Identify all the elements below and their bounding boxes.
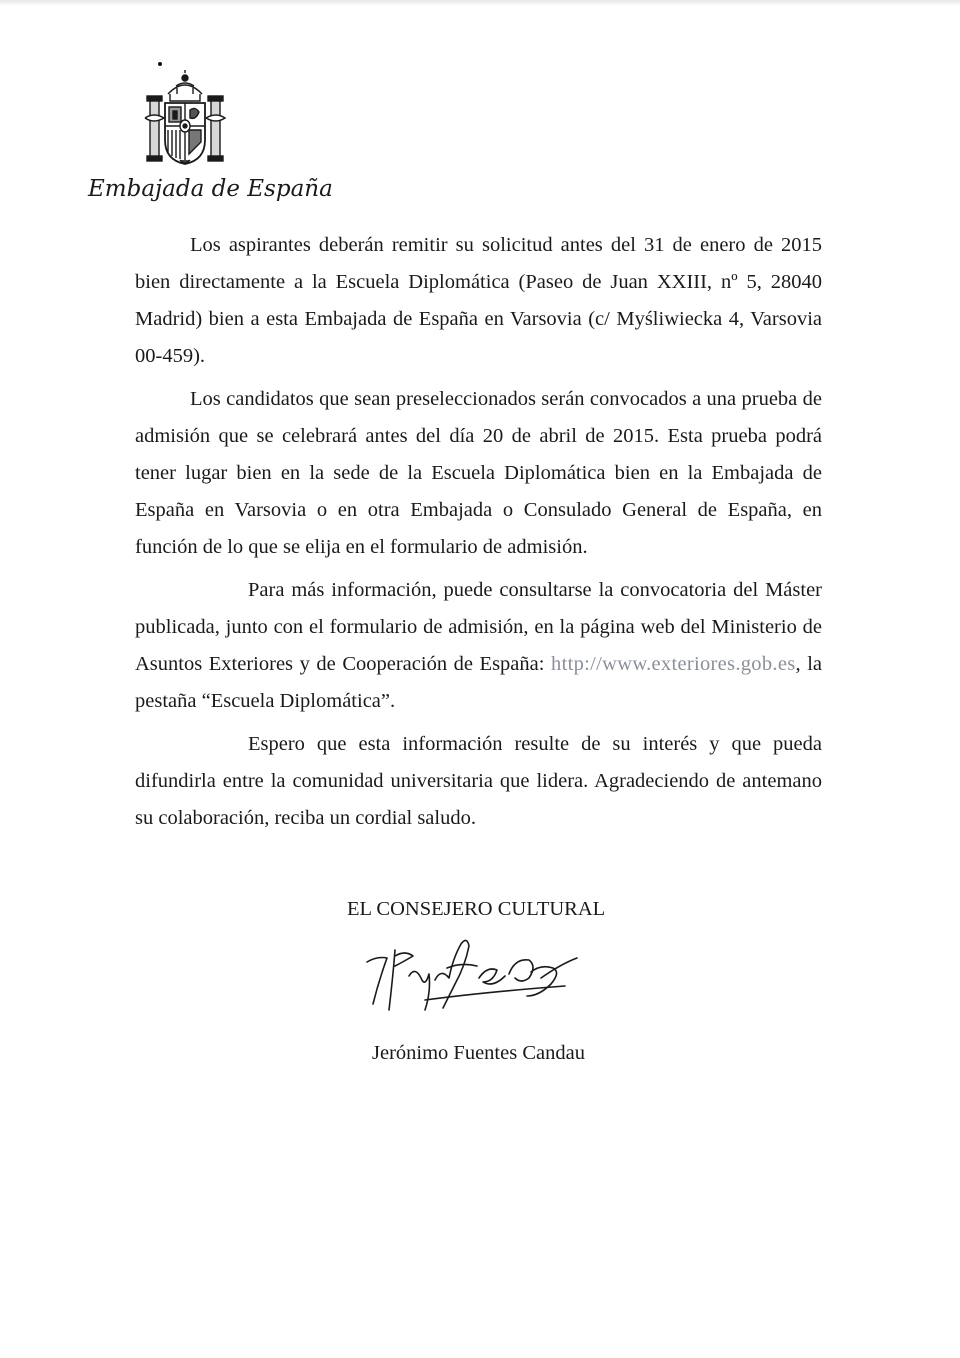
ink-speck (158, 62, 162, 66)
paragraph-3-text: Para más información, puede consultarse la convocatoria del Máster publicada, junto con el formulario de admisión, en la página web del Ministerio de Asuntos Exteriores y de Cooperación de España: (135, 579, 822, 675)
embassy-letterhead (88, 170, 333, 210)
paragraph-1: Los aspirantes deberán remitir su solicitud antes del 31 de enero de 2015 bien directamente a la Escuela Diplomática (Paseo de Juan XXIII, nº 5, 28040 Madrid) bien a esta Embajada de España en Varsovia (c/ Myśliwiecka 4, Varsovia 00-459). (135, 234, 822, 367)
paragraph-3-text-end: , la pestaña “Escuela Diplomática”. (135, 653, 823, 712)
handwritten-signature (365, 922, 585, 1022)
ministry-website-link[interactable]: http://www.exteriores.gob.es (551, 653, 796, 675)
coat-of-arms-icon (140, 68, 230, 168)
paragraph-3 (135, 572, 822, 720)
page-top-edge (0, 0, 960, 6)
embassy-name: Embajada de España (88, 176, 333, 202)
signer-name: Jerónimo Fuentes Candau (372, 1042, 585, 1064)
paragraph-2: Los candidatos que sean preseleccionados serán convocados a una prueba de admisión que se celebrará antes del día 20 de abril de 2015. Esta prueba podrá tener lugar bien en la sede de la Escuela Diplomática bien en la Embajada de España en Varsovia o en otra Embajada o Consulado General de España, en función de lo que se elija en el formulario de admisión. (135, 388, 822, 558)
paragraph-4: Espero que esta información resulte de su interés y que pueda difundirla entre la comunidad universitaria que lidera. Agradeciendo de antemano su colaboración, reciba un cordial saludo. (135, 733, 822, 829)
signer-title: EL CONSEJERO CULTURAL (347, 898, 606, 920)
